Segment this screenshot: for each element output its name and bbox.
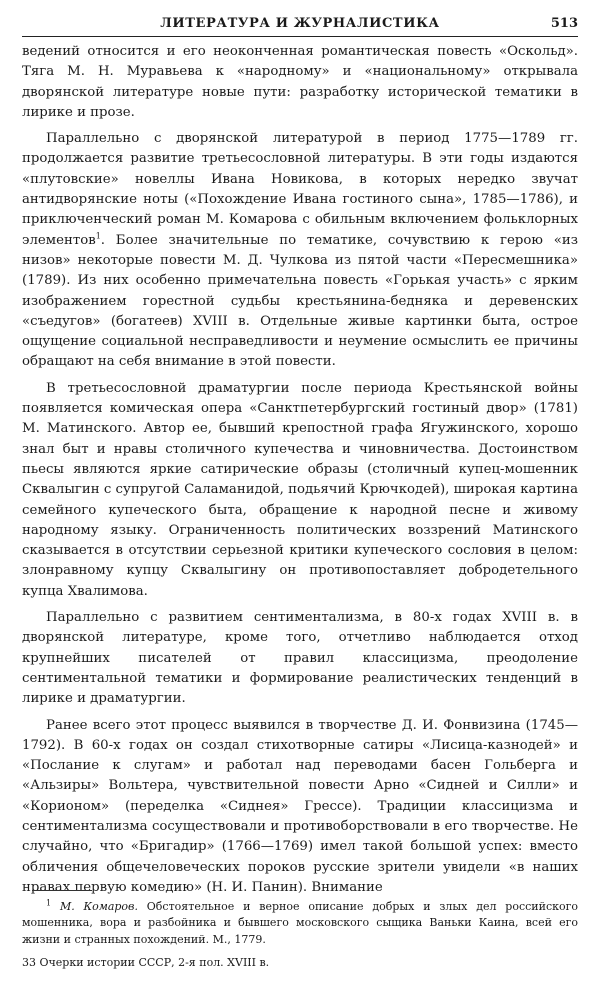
main-text — [22, 42, 578, 904]
paragraph-fonvizin: Ранее всего этот процесс выявился в творчестве Д. И. Фонвизина (1745—1792). В 60-х годах он создал стихотворные сатиры «Лисица-казнодей» и «Послание к слугам» и работал над переводами басен Гольберга и «Альзиры» Вольтера, чувствительной повести Арно «Сидней и Силли» и «Корионом» (переделка «Сиднея» Грессе). Традиции классицизма и сентиментализма сосуществовали и противоборствовали в его творчестве. Не случайно, что «Бригадир» (1766—1769) имел такой большой успех: вместо обличения общечеловеческих пороков русские зрители увидели «в наших нравах первую комедию» (Н. И. Панин). Внимание — [22, 717, 578, 895]
footnote-reference: 1 — [95, 231, 101, 241]
header-rule — [22, 36, 578, 37]
running-header — [22, 14, 578, 36]
footnote-body: Обстоятельное и верное описание добрых и злых дел российского мошенника, вора и разбойника и бывшего московского сыщика Ваньки Каина, всей его жизни и странных похождений. М., 1779. — [22, 900, 578, 946]
footnote-rule — [32, 890, 92, 891]
footnote-author: М. Комаров. — [59, 900, 138, 913]
paragraph-drama: В третьесословной драматургии после периода Крестьянской войны появляется комическая опера «Санктпетербургский гостиный двор» (1781) М. Матинского. Автор ее, бывший крепостной графа Ягужинского, хорошо знал быт и нравы столичного купечества и чиновничества. Достоинством пьесы являются яркие сатирические образы (столичный купец-мошенник Сквалыгин с супругой Саламанидой, подьячий Крючкодей), широкая картина семейного купеческого быта, обращение к народной песне и живому народному языку. Ограниченность политических воззрений Матинского сказывается в отсутствии серьезной критики купеческого сословия в целом: злонравному купцу Сквалыгину он противопоставляет добродетельного купца Хвалимова. — [22, 380, 578, 599]
paragraph-third-estate-literature — [22, 129, 578, 373]
footnote-text — [22, 899, 578, 948]
footnote — [22, 899, 578, 948]
paragraph-text-part: . Более значительные по тематике, сочувствию к герою «из низов» некоторые повести М. Д. Чулкова из пятой части «Пересмешника» (1789). Из них особенно примечательна повесть «Горькая участь» с ярким изображением горестной судьбы крестьянина-бедняка и деревенских «съедугов» (богатеев) XVIII в. Отдельные живые картинки быта, острое ощущение социальной несправедливости и неумение осмыслить ее причины обращают на себя внимание в этой повести. — [22, 232, 578, 370]
running-title: ЛИТЕРАТУРА И ЖУРНАЛИСТИКА — [160, 16, 440, 31]
paragraph-text-part: Параллельно с дворянской литературой в период 1775—1789 гг. продолжается развитие третьесословной литературы. В эти годы издаются «плутовские» новеллы Ивана Новикова, в которых нередко звучат антидворянские ноты («Похождение Ивана гостиного сына», 1785—1786), и приключенческий роман М. Комарова с обильным включением фольклорных элементов — [22, 131, 578, 248]
printer-signature: 33 Очерки истории СССР, 2-я пол. XVIII в. — [22, 956, 270, 969]
paragraph-continuation: ведений относится и его неоконченная романтическая повесть «Оскольд». Тяга М. Н. Муравьева к «народному» и «национальному» открывала дворянской литературе новые пути: разработку исторической тематики в лирике и прозе. — [22, 44, 578, 120]
footnote-marker: 1 — [46, 898, 52, 908]
paragraph-sentimentalism: Параллельно с развитием сентиментализма, в 80-х годах XVIII в. в дворянской литературе, кроме того, отчетливо наблюдается отход крупнейших писателей от правил классицизма, преодоление сентиментальной тематики и формирование реалистических тенденций в лирике и драматургии. — [22, 610, 578, 707]
page-number: 513 — [550, 16, 578, 31]
